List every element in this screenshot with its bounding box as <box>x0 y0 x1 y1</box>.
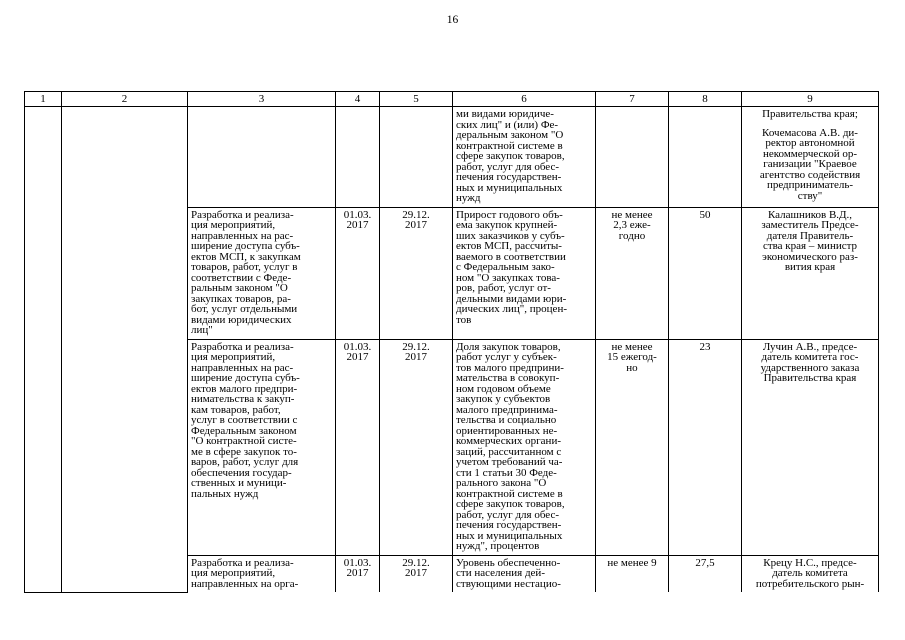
cell-activity <box>188 107 336 208</box>
cell-section <box>62 107 188 593</box>
cell-value <box>669 107 742 208</box>
cell-target: не менее 2,3 еже- годно <box>596 207 669 339</box>
col-header-1: 1 <box>25 92 62 107</box>
cell-activity: Разработка и реализа- ция мероприятий, направленных на орга- <box>188 555 336 592</box>
col-header-3: 3 <box>188 92 336 107</box>
cell-value: 27,5 <box>669 555 742 592</box>
responsible-extra-text: Кочемасова А.В. ди- ректор автономной некоммерческой ор- ганизации "Краевое агентство содействия предприниматель- ству" <box>759 126 861 202</box>
cell-end-date: 29.12. 2017 <box>380 555 453 592</box>
col-header-5: 5 <box>380 92 453 107</box>
col-header-9: 9 <box>742 92 879 107</box>
cell-number <box>25 107 62 593</box>
col-header-7: 7 <box>596 92 669 107</box>
cell-responsible <box>742 107 879 208</box>
table-row <box>25 107 879 208</box>
cell-responsible: Крецу Н.С., предсе- датель комитета потребительского рын- <box>742 555 879 592</box>
col-header-8: 8 <box>669 92 742 107</box>
cell-target: не менее 9 <box>596 555 669 592</box>
responsible-text: Правительства края; <box>762 108 858 120</box>
col-header-4: 4 <box>336 92 380 107</box>
plan-table <box>24 91 879 593</box>
cell-start-date: 01.03. 2017 <box>336 555 380 592</box>
cell-responsible: Калашников В.Д., заместитель Предсе- дателя Правитель- ства края – министр экономического раз- вития края <box>742 207 879 339</box>
cell-start-date <box>336 107 380 208</box>
cell-indicator: Прирост годового объ- ема закупок крупней- ших заказчиков у субъ- ектов МСП, рассчиты- ваемого в соответствии с Федеральным зако- ном "О закупках това- ров, работ, услуг от- дельными видами юри- дических лиц", процен- тов <box>453 207 596 339</box>
cell-value: 50 <box>669 207 742 339</box>
cell-end-date <box>380 107 453 208</box>
col-header-6: 6 <box>453 92 596 107</box>
cell-start-date: 01.03. 2017 <box>336 339 380 555</box>
header-row <box>25 92 879 107</box>
cell-target: не менее 15 ежегод- но <box>596 339 669 555</box>
cell-value: 23 <box>669 339 742 555</box>
cell-responsible: Лучин А.В., предсе- датель комитета гос- ударственного заказа Правительства края <box>742 339 879 555</box>
cell-indicator: Доля закупок товаров, работ услуг у субъек- тов малого предприни- мательства в совокуп- ном годовом объеме закупок у субъектов малого предпринима- тельства и социально ориентированных не- коммерческих органи- заций, рассчитанном с учетом требований ча- сти 1 статьи 30 Феде- рального закона "О контрактной системе в сфере закупок товаров, работ, услуг для обес- печения государствен- ных и муниципальных нужд", процентов <box>453 339 596 555</box>
cell-end-date: 29.12. 2017 <box>380 207 453 339</box>
cell-indicator: ми видами юридиче- ских лиц" и (или) Фе- деральным законом "О контрактной системе в сфере закупок товаров, работ, услуг для обес- печения государствен- ных и муниципальных нужд <box>453 107 596 208</box>
cell-target <box>596 107 669 208</box>
cell-activity: Разработка и реализа- ция мероприятий, направленных на рас- ширение доступа субъ- ектов МСП, к закупкам товаров, работ, услуг в соответствии с Феде- ральным законом "О закупках товаров, ра- бот, услуг отдельными видами юридических лиц" <box>188 207 336 339</box>
page-number: 16 <box>446 14 459 26</box>
cell-indicator: Уровень обеспеченно- сти населения дей- ствующими нестацио- <box>453 555 596 592</box>
cell-start-date: 01.03. 2017 <box>336 207 380 339</box>
cell-activity: Разработка и реализа- ция мероприятий, направленных на рас- ширение доступа субъ- ектов малого предпри- нимательства к закуп- кам товаров, работ, услуг в соответствии с Федеральным законом "О контрактной систе- ме в сфере закупок то- варов, работ, услуг для обеспечения государ- ственных и муници- пальных нужд <box>188 339 336 555</box>
cell-end-date: 29.12. 2017 <box>380 339 453 555</box>
col-header-2: 2 <box>62 92 188 107</box>
